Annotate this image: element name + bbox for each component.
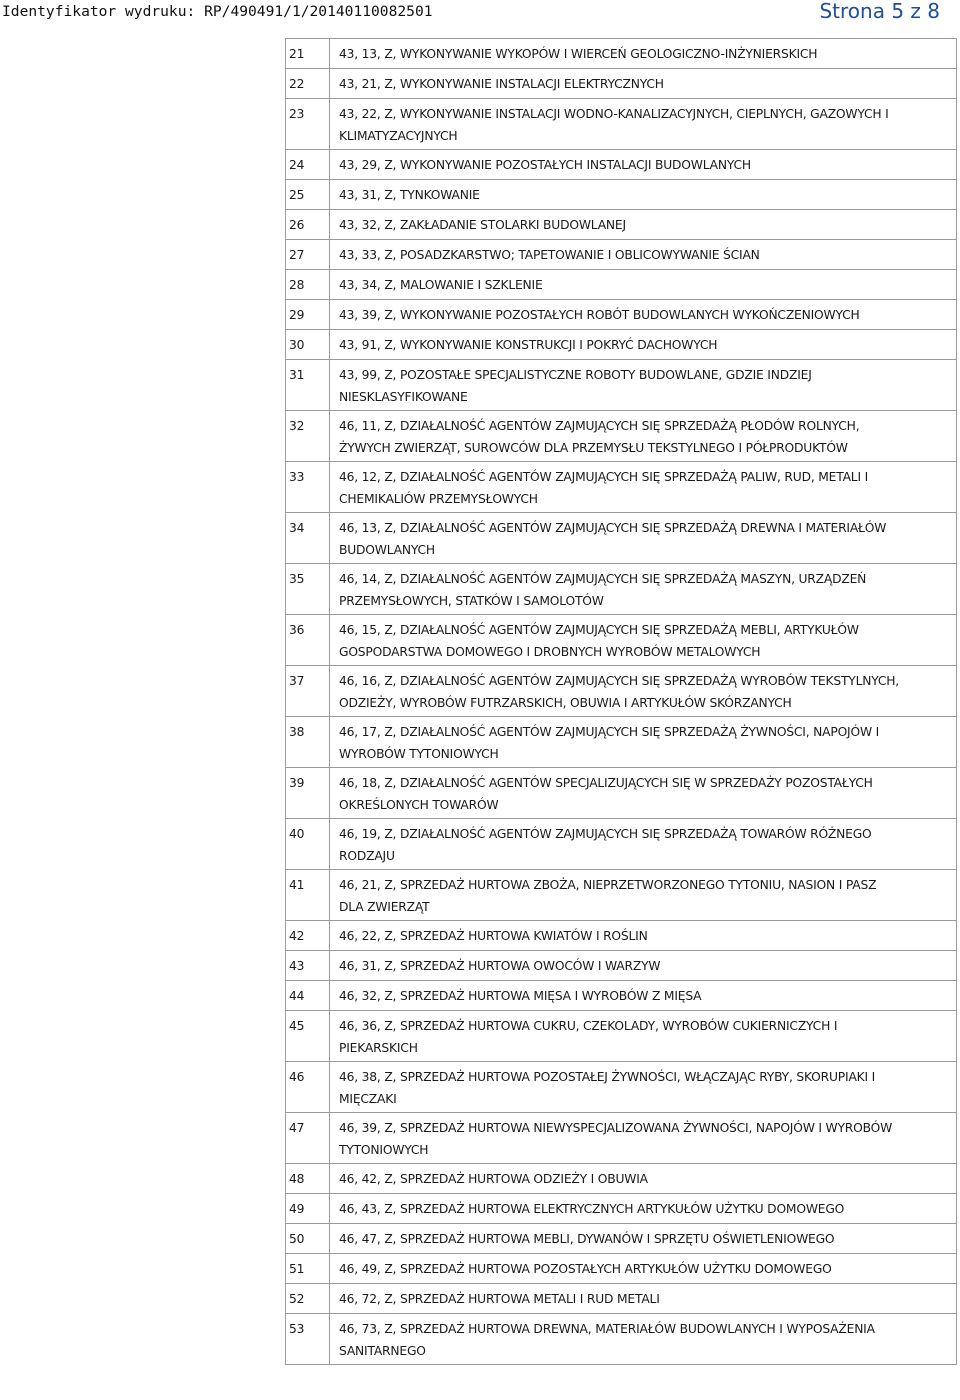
row-number: 33 — [286, 462, 330, 513]
description-line: 43, 32, Z, ZAKŁADANIE STOLARKI BUDOWLANEJ — [339, 218, 626, 232]
row-number: 53 — [286, 1314, 330, 1365]
activity-description — [330, 1284, 957, 1314]
description-line: ŻYWYCH ZWIERZĄT, SUROWCÓW DLA PRZEMYSŁU TEKSTYLNEGO I PÓŁPRODUKTÓW — [339, 440, 848, 455]
table-row — [286, 564, 957, 615]
row-number: 48 — [286, 1164, 330, 1194]
activity-description — [330, 99, 957, 150]
description-line: PIEKARSKICH — [339, 1040, 418, 1055]
table-row — [286, 1164, 957, 1194]
activity-description — [330, 768, 957, 819]
table-row — [286, 1194, 957, 1224]
description-line: TYTONIOWYCH — [339, 1142, 429, 1157]
description-line: 46, 17, Z, DZIAŁALNOŚĆ AGENTÓW ZAJMUJĄCYCH SIĘ SPRZEDAŻĄ ŻYWNOŚCI, NAPOJÓW I — [339, 725, 880, 739]
table-row — [286, 921, 957, 951]
row-number: 21 — [286, 39, 330, 69]
description-line: 46, 72, Z, SPRZEDAŻ HURTOWA METALI I RUD METALI — [339, 1292, 660, 1306]
activity-description — [330, 819, 957, 870]
activity-description — [330, 1062, 957, 1113]
description-line: 46, 11, Z, DZIAŁALNOŚĆ AGENTÓW ZAJMUJĄCYCH SIĘ SPRZEDAŻĄ PŁODÓW ROLNYCH, — [339, 419, 860, 433]
table-row — [286, 1062, 957, 1113]
description-line: 46, 38, Z, SPRZEDAŻ HURTOWA POZOSTAŁEJ ŻYWNOŚCI, WŁĄCZAJĄC RYBY, SKORUPIAKI I — [339, 1070, 876, 1084]
table-row — [286, 1011, 957, 1062]
description-line: MIĘCZAKI — [339, 1091, 397, 1106]
activity-description — [330, 981, 957, 1011]
activity-description — [330, 1224, 957, 1254]
print-identifier: Identyfikator wydruku: RP/490491/1/20140110082501 — [2, 3, 433, 20]
table-row — [286, 870, 957, 921]
table-row — [286, 39, 957, 69]
activity-description — [330, 951, 957, 981]
activity-description — [330, 300, 957, 330]
row-number: 25 — [286, 180, 330, 210]
table-row — [286, 1254, 957, 1284]
table-row — [286, 1314, 957, 1365]
activity-description — [330, 666, 957, 717]
description-line: SANITARNEGO — [339, 1343, 426, 1358]
description-line: 43, 33, Z, POSADZKARSTWO; TAPETOWANIE I OBLICOWYWANIE ŚCIAN — [339, 248, 760, 262]
description-line: 46, 12, Z, DZIAŁALNOŚĆ AGENTÓW ZAJMUJĄCYCH SIĘ SPRZEDAŻĄ PALIW, RUD, METALI I — [339, 470, 869, 484]
table-row — [286, 513, 957, 564]
row-number: 50 — [286, 1224, 330, 1254]
row-number: 29 — [286, 300, 330, 330]
table-row — [286, 1113, 957, 1164]
activity-description — [330, 462, 957, 513]
description-line: 46, 36, Z, SPRZEDAŻ HURTOWA CUKRU, CZEKOLADY, WYROBÓW CUKIERNICZYCH I — [339, 1019, 838, 1033]
table-row — [286, 360, 957, 411]
description-line: RODZAJU — [339, 848, 395, 863]
description-line: 43, 99, Z, POZOSTAŁE SPECJALISTYCZNE ROBOTY BUDOWLANE, GDZIE INDZIEJ — [339, 368, 812, 382]
description-line: 46, 43, Z, SPRZEDAŻ HURTOWA ELEKTRYCZNYCH ARTYKUŁÓW UŻYTKU DOMOWEGO — [339, 1202, 845, 1216]
description-line: 43, 31, Z, TYNKOWANIE — [339, 188, 480, 202]
description-line: 43, 39, Z, WYKONYWANIE POZOSTAŁYCH ROBÓT BUDOWLANYCH WYKOŃCZENIOWYCH — [339, 308, 860, 322]
activity-description — [330, 1164, 957, 1194]
description-line: 43, 29, Z, WYKONYWANIE POZOSTAŁYCH INSTALACJI BUDOWLANYCH — [339, 158, 751, 172]
activity-description — [330, 69, 957, 99]
activity-description — [330, 411, 957, 462]
description-line: 46, 13, Z, DZIAŁALNOŚĆ AGENTÓW ZAJMUJĄCYCH SIĘ SPRZEDAŻĄ DREWNA I MATERIAŁÓW — [339, 521, 887, 535]
description-line: 46, 18, Z, DZIAŁALNOŚĆ AGENTÓW SPECJALIZUJĄCYCH SIĘ W SPRZEDAŻY POZOSTAŁYCH — [339, 776, 873, 790]
activity-description — [330, 564, 957, 615]
row-number: 45 — [286, 1011, 330, 1062]
description-line: ODZIEŻY, WYROBÓW FUTRZARSKICH, OBUWIA I ARTYKUŁÓW SKÓRZANYCH — [339, 695, 792, 710]
activity-description — [330, 717, 957, 768]
row-number: 51 — [286, 1254, 330, 1284]
description-line: WYROBÓW TYTONIOWYCH — [339, 746, 499, 761]
table-row — [286, 69, 957, 99]
activity-description — [330, 1011, 957, 1062]
row-number: 38 — [286, 717, 330, 768]
activity-description — [330, 1194, 957, 1224]
page-number: Strona 5 z 8 — [819, 0, 940, 23]
activity-description — [330, 615, 957, 666]
description-line: 46, 14, Z, DZIAŁALNOŚĆ AGENTÓW ZAJMUJĄCYCH SIĘ SPRZEDAŻĄ MASZYN, URZĄDZEŃ — [339, 572, 867, 586]
table-row — [286, 180, 957, 210]
description-line: 46, 15, Z, DZIAŁALNOŚĆ AGENTÓW ZAJMUJĄCYCH SIĘ SPRZEDAŻĄ MEBLI, ARTYKUŁÓW — [339, 623, 859, 637]
description-line: 46, 42, Z, SPRZEDAŻ HURTOWA ODZIEŻY I OBUWIA — [339, 1172, 648, 1186]
description-line: NIESKLASYFIKOWANE — [339, 389, 468, 404]
activity-table — [285, 38, 957, 1365]
activity-description — [330, 39, 957, 69]
description-line: 43, 21, Z, WYKONYWANIE INSTALACJI ELEKTRYCZNYCH — [339, 77, 664, 91]
table-row — [286, 666, 957, 717]
activity-description — [330, 150, 957, 180]
row-number: 22 — [286, 69, 330, 99]
row-number: 23 — [286, 99, 330, 150]
table-row — [286, 768, 957, 819]
activity-description — [330, 1113, 957, 1164]
row-number: 43 — [286, 951, 330, 981]
table-row — [286, 1224, 957, 1254]
row-number: 24 — [286, 150, 330, 180]
description-line: 46, 19, Z, DZIAŁALNOŚĆ AGENTÓW ZAJMUJĄCYCH SIĘ SPRZEDAŻĄ TOWARÓW RÓŻNEGO — [339, 827, 872, 841]
row-number: 46 — [286, 1062, 330, 1113]
row-number: 41 — [286, 870, 330, 921]
description-line: 43, 34, Z, MALOWANIE I SZKLENIE — [339, 278, 543, 292]
page-header — [0, 0, 960, 24]
row-number: 34 — [286, 513, 330, 564]
row-number: 26 — [286, 210, 330, 240]
table-row — [286, 300, 957, 330]
activity-description — [330, 1314, 957, 1365]
row-number: 31 — [286, 360, 330, 411]
table-row — [286, 717, 957, 768]
description-line: 43, 91, Z, WYKONYWANIE KONSTRUKCJI I POKRYĆ DACHOWYCH — [339, 338, 718, 352]
description-line: BUDOWLANYCH — [339, 542, 435, 557]
description-line: 46, 21, Z, SPRZEDAŻ HURTOWA ZBOŻA, NIEPRZETWORZONEGO TYTONIU, NASION I PASZ — [339, 878, 877, 892]
description-line: DLA ZWIERZĄT — [339, 899, 430, 914]
row-number: 37 — [286, 666, 330, 717]
description-line: 46, 73, Z, SPRZEDAŻ HURTOWA DREWNA, MATERIAŁÓW BUDOWLANYCH I WYPOSAŻENIA — [339, 1322, 875, 1336]
row-number: 49 — [286, 1194, 330, 1224]
table-row — [286, 411, 957, 462]
description-line: PRZEMYSŁOWYCH, STATKÓW I SAMOLOTÓW — [339, 593, 604, 608]
row-number: 36 — [286, 615, 330, 666]
row-number: 39 — [286, 768, 330, 819]
table-row — [286, 462, 957, 513]
table-row — [286, 819, 957, 870]
table-row — [286, 240, 957, 270]
activity-description — [330, 360, 957, 411]
description-line: GOSPODARSTWA DOMOWEGO I DROBNYCH WYROBÓW METALOWYCH — [339, 644, 761, 659]
table-row — [286, 99, 957, 150]
description-line: OKREŚLONYCH TOWARÓW — [339, 797, 499, 812]
description-line: 46, 49, Z, SPRZEDAŻ HURTOWA POZOSTAŁYCH ARTYKUŁÓW UŻYTKU DOMOWEGO — [339, 1262, 832, 1276]
table-row — [286, 330, 957, 360]
table-row — [286, 951, 957, 981]
description-line: 46, 22, Z, SPRZEDAŻ HURTOWA KWIATÓW I ROŚLIN — [339, 929, 648, 943]
description-line: 46, 47, Z, SPRZEDAŻ HURTOWA MEBLI, DYWANÓW I SPRZĘTU OŚWIETLENIOWEGO — [339, 1232, 835, 1246]
table-row — [286, 615, 957, 666]
description-line: 46, 32, Z, SPRZEDAŻ HURTOWA MIĘSA I WYROBÓW Z MIĘSA — [339, 989, 702, 1003]
activity-description — [330, 210, 957, 240]
activity-description — [330, 1254, 957, 1284]
table-row — [286, 1284, 957, 1314]
table-row — [286, 210, 957, 240]
row-number: 30 — [286, 330, 330, 360]
activity-table-body — [286, 39, 957, 1365]
description-line: 46, 31, Z, SPRZEDAŻ HURTOWA OWOCÓW I WARZYW — [339, 959, 661, 973]
activity-description — [330, 921, 957, 951]
activity-description — [330, 513, 957, 564]
row-number: 32 — [286, 411, 330, 462]
table-row — [286, 150, 957, 180]
description-line: CHEMIKALIÓW PRZEMYSŁOWYCH — [339, 491, 538, 506]
row-number: 40 — [286, 819, 330, 870]
activity-description — [330, 330, 957, 360]
row-number: 52 — [286, 1284, 330, 1314]
description-line: 46, 39, Z, SPRZEDAŻ HURTOWA NIEWYSPECJALIZOWANA ŻYWNOŚCI, NAPOJÓW I WYROBÓW — [339, 1121, 893, 1135]
activity-description — [330, 870, 957, 921]
row-number: 44 — [286, 981, 330, 1011]
activity-description — [330, 180, 957, 210]
activity-description — [330, 240, 957, 270]
table-row — [286, 981, 957, 1011]
description-line: KLIMATYZACYJNYCH — [339, 128, 458, 143]
description-line: 43, 22, Z, WYKONYWANIE INSTALACJI WODNO-KANALIZACYJNYCH, CIEPLNYCH, GAZOWYCH I — [339, 107, 889, 121]
table-row — [286, 270, 957, 300]
row-number: 27 — [286, 240, 330, 270]
description-line: 46, 16, Z, DZIAŁALNOŚĆ AGENTÓW ZAJMUJĄCYCH SIĘ SPRZEDAŻĄ WYROBÓW TEKSTYLNYCH, — [339, 674, 899, 688]
row-number: 42 — [286, 921, 330, 951]
row-number: 47 — [286, 1113, 330, 1164]
row-number: 35 — [286, 564, 330, 615]
activity-description — [330, 270, 957, 300]
row-number: 28 — [286, 270, 330, 300]
description-line: 43, 13, Z, WYKONYWANIE WYKOPÓW I WIERCEŃ GEOLOGICZNO-INŻYNIERSKICH — [339, 47, 818, 61]
